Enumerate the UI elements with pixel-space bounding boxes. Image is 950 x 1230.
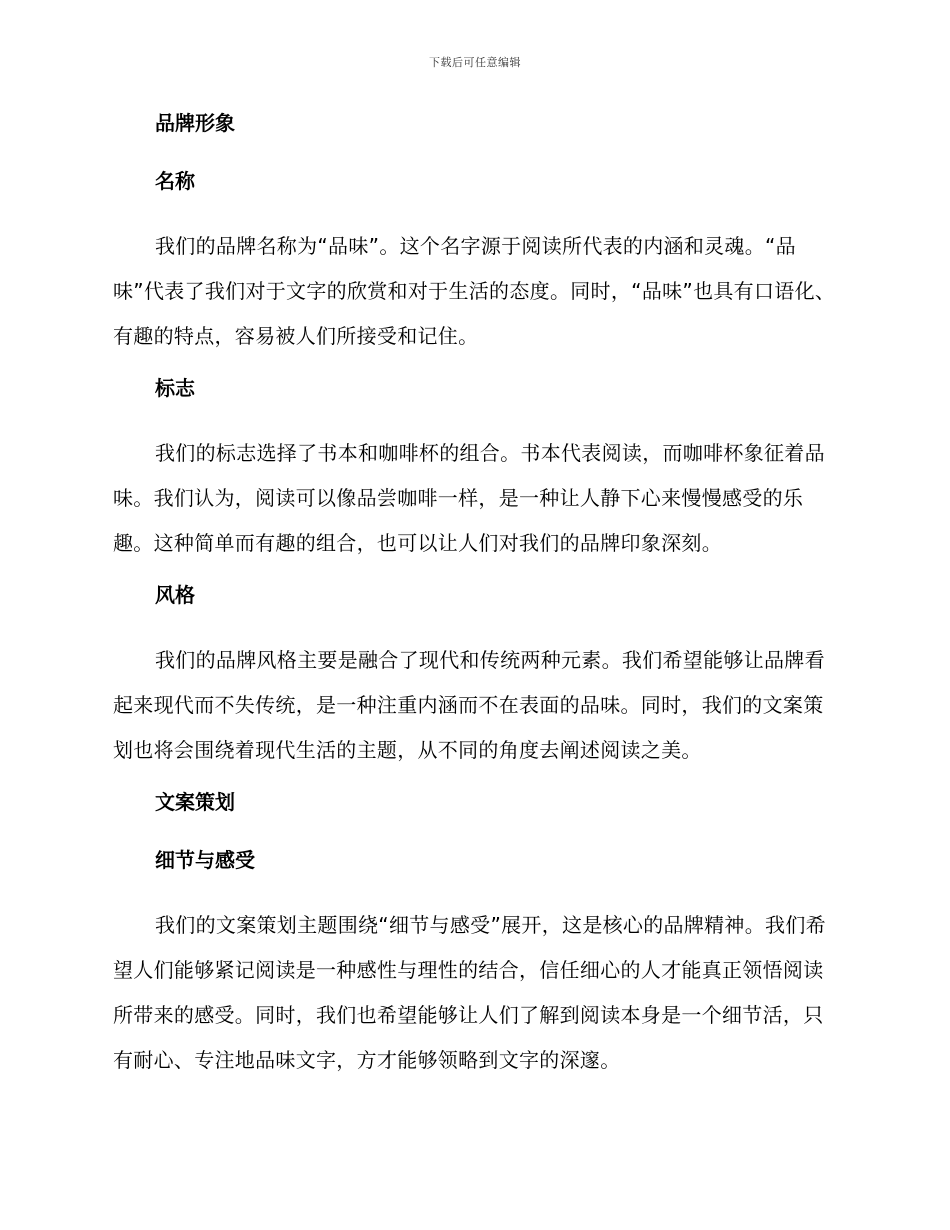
document-body xyxy=(113,108,837,1083)
paragraph-name: 我们的品牌名称为“品味”。这个名字源于阅读所代表的内涵和灵魂。“品味”代表了我们对于文字的欣赏和对于生活的态度。同时，“品味”也具有口语化、有趣的特点，容易被人们所接受和记住。 xyxy=(113,234,836,348)
subsection-title-style: 风格 xyxy=(155,583,195,607)
subsection-title-name: 名称 xyxy=(155,169,195,193)
subsection-title-detail: 细节与感受 xyxy=(155,848,255,872)
paragraph-logo: 我们的标志选择了书本和咖啡杯的组合。书本代表阅读，而咖啡杯象征着品味。我们认为，阅读可以像品尝咖啡一样，是一种让人静下心来慢慢感受的乐趣。这种简单而有趣的组合，也可以让人们对我们的品牌印象深刻。 xyxy=(113,441,825,555)
paragraph-style: 我们的品牌风格主要是融合了现代和传统两种元素。我们希望能够让品牌看起来现代而不失传统，是一种注重内涵而不在表面的品味。同时，我们的文案策划也将会围绕着现代生活的主题，从不同的角度去阐述阅读之美。 xyxy=(113,648,825,762)
subsection-title-logo: 标志 xyxy=(155,376,195,400)
paragraph-detail: 我们的文案策划主题围绕“细节与感受”展开，这是核心的品牌精神。我们希望人们能够紧记阅读是一种感性与理性的结合，信任细心的人才能真正领悟阅读所带来的感受。同时，我们也希望能够让人们了解到阅读本身是一个细节活，只有耐心、专注地品味文字，方才能够领略到文字的深邃。 xyxy=(113,913,826,1072)
section-title-copywriting: 文案策划 xyxy=(155,790,235,814)
section-title-brand-image: 品牌形象 xyxy=(155,111,235,135)
page-header-note: 下载后可任意编辑 xyxy=(429,56,521,69)
